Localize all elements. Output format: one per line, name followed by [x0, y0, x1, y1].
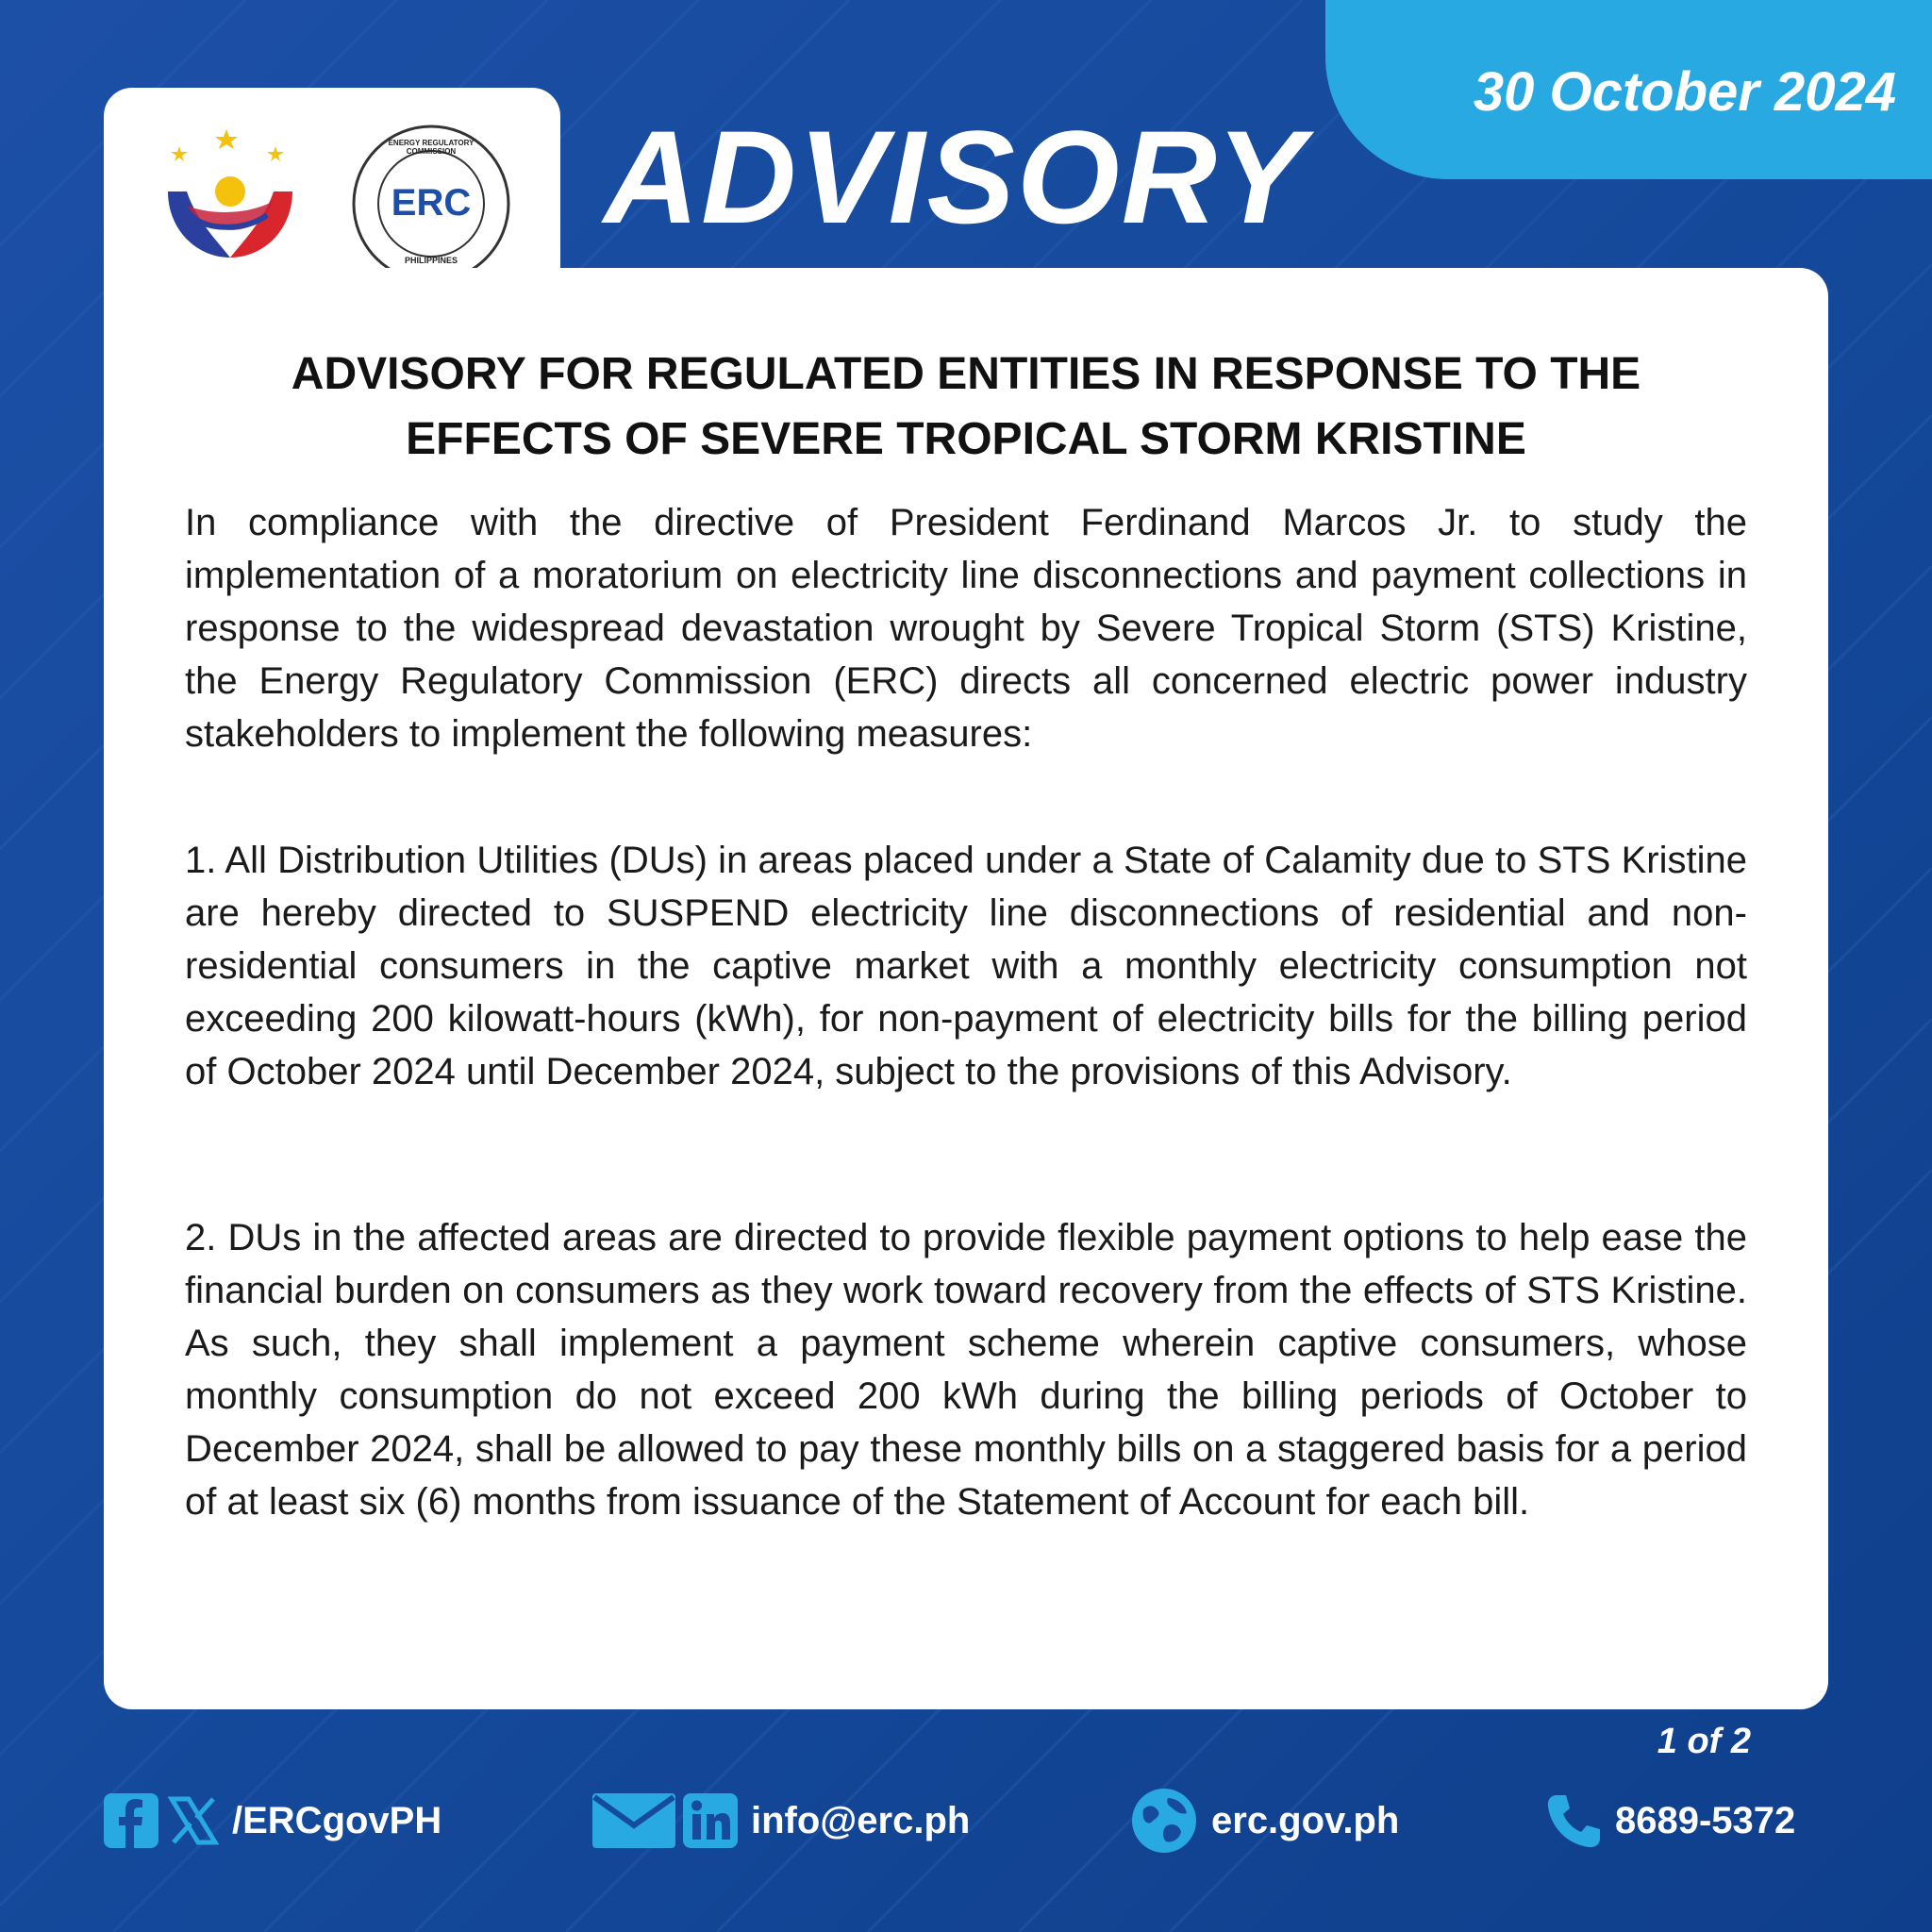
erc-seal-abbrev: ERC — [391, 182, 472, 224]
website-url: erc.gov.ph — [1211, 1799, 1400, 1841]
advisory-card — [104, 268, 1828, 1709]
erc-seal-ring-top: ENERGY REGULATORY COMMISSION — [388, 139, 475, 156]
mail-icon — [592, 1793, 675, 1848]
erc-seal — [351, 124, 511, 284]
advisory-heading: ADVISORY FOR REGULATED ENTITIES IN RESPONSE TO THE EFFECTS OF SEVERE TROPICAL STORM KRISTINE — [291, 349, 1641, 465]
page-indicator: 1 of 2 — [1657, 1722, 1751, 1761]
footer-phone[interactable] — [1543, 1788, 1795, 1854]
footer-website[interactable] — [1130, 1788, 1399, 1854]
intro-paragraph: In compliance with the directive of President Ferdinand Marcos Jr. to study the implementation of a moratorium on electricity line disconnections and payment collections in response to the widespread devastation wrought by Severe Tropical Storm (STS) Kristine, the Energy Regulatory Commission (ERC) directs all concerned electric power industry stakeholders to implement the following measures: — [185, 502, 1747, 755]
bagong-pilipinas-logo — [158, 125, 309, 267]
measure-1-paragraph: 1. All Distribution Utilities (DUs) in areas placed under a State of Calamity due to STS Kristine are hereby directed to SUSPEND electricity line disconnections of residential and non-residential consumers in the captive market with a monthly electricity consumption not exceeding 200 kilowatt-hours (kWh), for non-payment of electricity bills for the billing period of October 2024 until December 2024, subject to the provisions of this Advisory. — [185, 840, 1747, 1092]
x-twitter-icon — [168, 1795, 219, 1846]
advisory-date: 30 October 2024 — [1473, 61, 1896, 123]
linkedin-icon — [683, 1793, 738, 1848]
footer-social[interactable] — [104, 1788, 441, 1854]
phone-icon — [1543, 1791, 1602, 1850]
erc-seal-ring-bottom: PHILIPPINES — [404, 256, 458, 265]
phone-number: 8689-5372 — [1615, 1799, 1796, 1841]
page-title: ADVISORY — [604, 103, 1307, 251]
facebook-icon — [104, 1793, 158, 1848]
globe-icon — [1130, 1787, 1198, 1855]
email-address: info@erc.ph — [751, 1799, 971, 1841]
measure-2-paragraph: 2. DUs in the affected areas are directed to provide flexible payment options to help ease the financial burden on consumers as they work toward recovery from the effects of STS Kristine. As such, they shall implement a payment scheme wherein captive consumers, whose monthly consumption do not exceed 200 kWh during the billing periods of October to December 2024, shall be allowed to pay these monthly bills on a staggered basis for a period of at least six (6) months from issuance of the Statement of Account for each bill. — [185, 1217, 1747, 1523]
social-handle: /ERCgovPH — [232, 1799, 442, 1841]
footer-email[interactable] — [592, 1788, 970, 1854]
